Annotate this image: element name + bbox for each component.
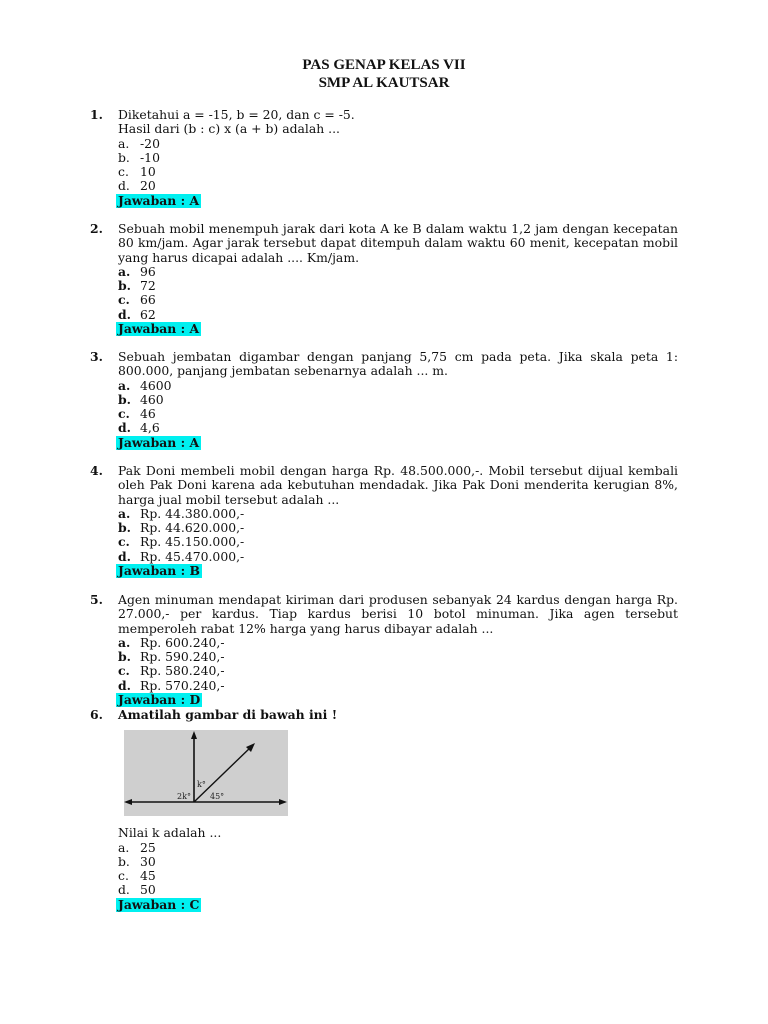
figure-background — [124, 730, 288, 816]
option-b: b. 460 — [118, 391, 164, 407]
angle-figure-drawing — [124, 730, 288, 816]
angle-label-k: k° — [197, 780, 206, 790]
question-sub-stem: Nilai k adalah ... — [118, 825, 222, 841]
question-3 — [90, 350, 678, 450]
option-a: a. Rp. 600.240,- — [118, 634, 225, 650]
answer-key: Jawaban : A — [118, 434, 200, 450]
option-d: d. Rp. 570.240,- — [118, 677, 225, 693]
option-d: d. 20 — [118, 178, 156, 194]
option-c: c. Rp. 45.150.000,- — [118, 534, 245, 550]
option-b: b. Rp. 590.240,- — [118, 649, 225, 665]
angle-label-45: 45° — [210, 792, 225, 802]
option-a: a. -20 — [118, 135, 160, 151]
option-d: d. 50 — [118, 882, 156, 898]
question-number: 1. — [90, 107, 103, 122]
question-stem: Pak Doni membeli mobil dengan harga Rp. 48.500.000,-. Mobil tersebut dijual kembali oleh Pak Doni karena ada kebutuhan mendadak. Jika Pak Doni menderita kerugian 8%, harga jual mobil tersebut adalah ... — [118, 463, 678, 507]
option-a: a. 4600 — [118, 377, 172, 393]
option-c: c. 10 — [118, 164, 156, 180]
option-b: b. 30 — [118, 853, 156, 869]
question-stem: Sebuah mobil menempuh jarak dari kota A ke B dalam waktu 1,2 jam dengan kecepatan 80 km/jam. Agar jarak tersebut dapat ditempuh dalam waktu 60 menit, kecepatan mobil yang harus dicapai adalah .... Km/jam. — [118, 221, 678, 265]
answer-key: Jawaban : A — [118, 192, 200, 208]
option-d: d. 4,6 — [118, 420, 160, 436]
option-b: b. -10 — [118, 149, 160, 165]
question-6 — [90, 708, 678, 912]
answer-key: Jawaban : C — [118, 896, 200, 912]
angle-figure — [124, 730, 288, 816]
option-c: c. 46 — [118, 406, 156, 422]
option-a: a. 25 — [118, 839, 156, 855]
option-d: d. Rp. 45.470.000,- — [118, 548, 245, 564]
question-stem: Agen minuman mendapat kiriman dari produsen sebanyak 24 kardus dengan harga Rp. 27.000,- per kardus. Tiap kardus berisi 10 botol minuman. Jika agen tersebut memperoleh rabat 12% harga yang harus dibayar adalah ... — [118, 592, 678, 636]
question-5 — [90, 593, 678, 707]
question-2 — [90, 222, 678, 336]
option-b: b. 72 — [118, 278, 156, 294]
question-stem: Sebuah jembatan digambar dengan panjang 5,75 cm pada peta. Jika skala peta 1: 800.000, panjang jembatan sebenarnya adalah ... m. — [118, 349, 678, 379]
option-a: a. Rp. 44.380.000,- — [118, 505, 245, 521]
option-d: d. 62 — [118, 306, 156, 322]
option-b: b. Rp. 44.620.000,- — [118, 520, 245, 536]
title-line-2: SMP AL KAUTSAR — [318, 75, 450, 91]
option-c: c. Rp. 580.240,- — [118, 663, 225, 679]
question-stem: Diketahui a = -15, b = 20, dan c = -5. — [118, 107, 355, 122]
question-stem-line-2: Hasil dari (b : c) x (a + b) adalah ... — [118, 121, 340, 137]
question-1 — [90, 108, 678, 208]
question-number: 4. — [90, 463, 103, 478]
angle-label-2k: 2k° — [177, 792, 191, 802]
option-a: a. 96 — [118, 263, 156, 279]
title-line-1: PAS GENAP KELAS VII — [302, 57, 466, 73]
question-stem: Amatilah gambar di bawah ini ! — [118, 707, 338, 722]
question-number: 5. — [90, 592, 103, 607]
answer-key: Jawaban : A — [118, 321, 200, 337]
answer-key: Jawaban : B — [118, 563, 200, 579]
option-c: c. 45 — [118, 868, 156, 884]
question-4 — [90, 464, 678, 578]
question-number: 6. — [90, 707, 103, 722]
option-c: c. 66 — [118, 292, 156, 308]
question-number: 3. — [90, 349, 103, 364]
question-number: 2. — [90, 221, 103, 236]
answer-key: Jawaban : D — [118, 692, 201, 708]
